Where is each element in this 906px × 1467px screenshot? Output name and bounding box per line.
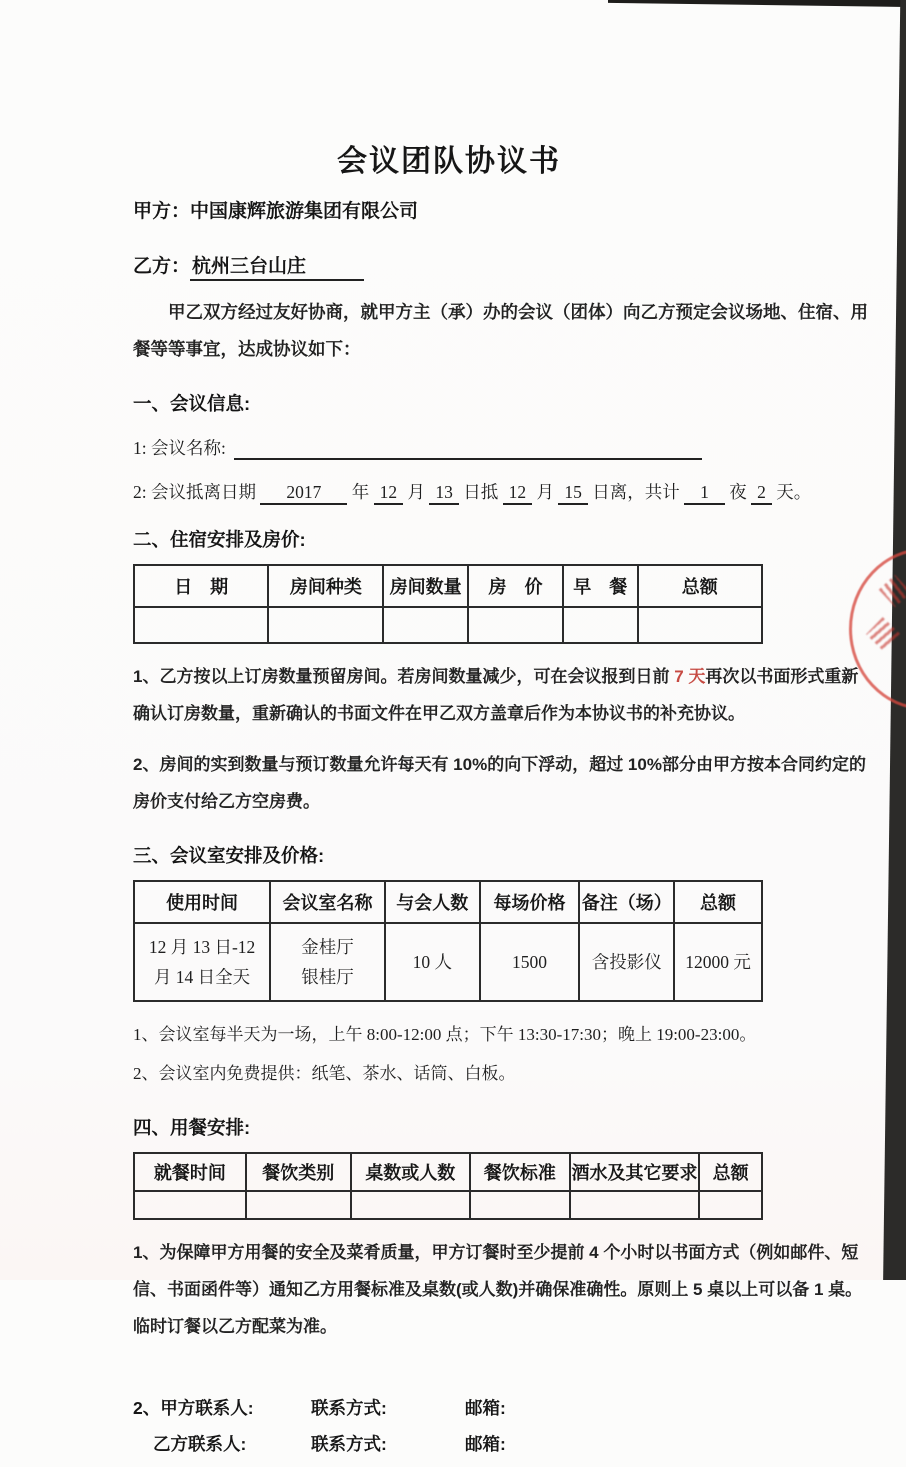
col-remark: 备注（场）	[579, 881, 674, 923]
empty-cell	[134, 1191, 246, 1219]
empty-cell	[383, 607, 468, 643]
section1-heading: 一、会议信息:	[133, 393, 251, 414]
col-breakfast: 早 餐	[563, 565, 638, 607]
col-total-3: 总额	[699, 1153, 762, 1191]
rooms-note-2: 2、房间的实到数量与预订数量允许每天有 10%的向下浮动，超过 10%部分由甲方按本合同约定的房价支付给乙方空房费。	[133, 755, 866, 811]
rooms-note-1-highlight: 7 天	[674, 667, 706, 686]
party-a-line: 甲方：中国康辉旅游集团有限公司	[133, 201, 419, 222]
use-time-line2: 月 14 日全天	[153, 967, 251, 987]
cell-attendees: 10 人	[385, 923, 480, 1001]
contacts-block	[133, 1395, 873, 1467]
empty-cell	[351, 1191, 470, 1219]
intro-paragraph: 甲乙双方经过友好协商，就甲方主（承）办的会议（团体）向乙方预定会议场地、住宿、用餐等等事宜，达成协议如下：	[133, 302, 868, 359]
arrive-suffix: 日抵	[463, 482, 499, 502]
party-b-line	[133, 251, 873, 278]
col-total-2: 总额	[674, 881, 762, 923]
empty-cell	[246, 1191, 351, 1219]
year-suffix: 年	[351, 482, 370, 502]
rooms-note-1-text: 1、乙方按以上订房数量预留房间。若房间数量减少，可在会议报到日前	[133, 667, 675, 686]
meeting-note-1: 1、会议室每半天为一场，上午 8:00-12:00 点；下午 13:30-17:30；晚上 19:00-23:00。	[133, 1025, 757, 1044]
arrive-day-value: 13	[429, 482, 459, 505]
col-attendees: 与会人数	[385, 881, 480, 923]
page-title: 会议团队协议书	[337, 145, 561, 178]
empty-cell	[563, 607, 638, 643]
party-b-email-label: 邮箱:	[465, 1434, 506, 1454]
meeting-name-label: 1: 会议名称:	[133, 438, 226, 458]
year-value: 2017	[260, 482, 347, 505]
party-b-value: 杭州三台山庄	[190, 256, 364, 281]
empty-cell	[468, 607, 563, 643]
section3-heading: 三、会议室安排及价格:	[133, 845, 325, 866]
meeting-note-2: 2、会议室内免费提供：纸笔、茶水、话筒、白板。	[133, 1064, 516, 1083]
meeting-table-data-row	[134, 923, 762, 1001]
party-a-contact-row	[133, 1395, 873, 1431]
meals-table-empty-row	[134, 1191, 762, 1219]
col-session-price: 每场价格	[480, 881, 580, 923]
cell-remark: 含投影仪	[579, 923, 674, 1001]
party-b-phone-label: 联系方式:	[311, 1434, 387, 1454]
empty-cell	[638, 607, 762, 643]
col-meal-time: 就餐时间	[134, 1153, 246, 1191]
rooms-table-empty-row	[134, 607, 762, 643]
empty-cell	[570, 1191, 699, 1219]
party-a-email-label: 邮箱:	[465, 1398, 506, 1418]
cell-total: 12000 元	[674, 923, 762, 1001]
meals-table-header-row	[134, 1153, 762, 1191]
col-drinks: 酒水及其它要求	[570, 1153, 699, 1191]
col-room-name: 会议室名称	[270, 881, 385, 923]
col-room-type: 房间种类	[268, 565, 383, 607]
section4-heading: 四、用餐安排:	[133, 1117, 251, 1138]
col-meal-standard: 餐饮标准	[470, 1153, 570, 1191]
meeting-rooms-table	[133, 880, 763, 1002]
rooms-note-1-text-2: 再次以书面形式重新确认订房数量，重新确认的书面文件在甲乙双方盖章后作为本协议书的补充协议。	[133, 667, 859, 723]
col-date: 日 期	[134, 565, 268, 607]
cell-session-price: 1500	[480, 923, 580, 1001]
leave-suffix: 日离，共计	[592, 482, 680, 502]
nights-value: 1	[684, 482, 725, 505]
days-suffix: 天。	[776, 482, 812, 502]
empty-cell	[134, 607, 268, 643]
col-use-time: 使用时间	[134, 881, 270, 923]
meals-table	[133, 1152, 763, 1220]
meals-note: 1、为保障甲方用餐的安全及菜肴质量，甲方订餐时至少提前 4 个小时以书面方式（例如邮件、短信、书面函件等）通知乙方用餐标准及桌数(或人数)并确保准确性。原则上 5 桌以上可以备 1 桌。临时订餐以乙方配菜为准。	[133, 1243, 863, 1336]
party-a-phone-label: 联系方式:	[311, 1398, 387, 1418]
col-room-qty: 房间数量	[383, 565, 468, 607]
party-a-contact-label: 2、甲方联系人:	[133, 1398, 254, 1418]
meeting-table-header-row	[134, 881, 762, 923]
party-b-contact-row	[133, 1431, 873, 1467]
use-time-line1: 12 月 13 日-12	[148, 937, 256, 957]
col-total: 总额	[638, 565, 762, 607]
leave-day-value: 15	[558, 482, 588, 505]
empty-cell	[470, 1191, 570, 1219]
arrive-month-value: 12	[374, 482, 404, 505]
rooms-table	[133, 564, 763, 644]
empty-cell	[268, 607, 383, 643]
leave-month-value: 12	[503, 482, 533, 505]
rooms-table-header-row	[134, 565, 762, 607]
col-room-price: 房 价	[468, 565, 563, 607]
col-table-count: 桌数或人数	[351, 1153, 470, 1191]
meeting-name-blank	[234, 440, 702, 460]
rooms-note-1	[133, 658, 873, 732]
days-value: 2	[751, 482, 772, 505]
meeting-dates-line	[133, 479, 873, 504]
dates-label: 2: 会议抵离日期	[133, 482, 256, 502]
document-page	[133, 136, 873, 1467]
month-suffix: 月	[407, 482, 425, 502]
meeting-name-line	[133, 435, 873, 460]
month-suffix-2: 月	[536, 482, 554, 502]
empty-cell	[699, 1191, 762, 1219]
room-name-line1: 金桂厅	[301, 937, 354, 957]
room-name-line2: 银桂厅	[301, 967, 354, 987]
cell-room-name	[270, 923, 385, 1001]
scan-edge-top	[608, 0, 906, 9]
col-meal-type: 餐饮类别	[246, 1153, 351, 1191]
cell-use-time	[134, 923, 270, 1001]
party-b-label: 乙方：	[133, 256, 191, 277]
nights-suffix: 夜	[729, 482, 747, 502]
party-b-contact-label: 乙方联系人:	[153, 1434, 247, 1454]
section2-heading: 二、住宿安排及房价:	[133, 529, 306, 550]
